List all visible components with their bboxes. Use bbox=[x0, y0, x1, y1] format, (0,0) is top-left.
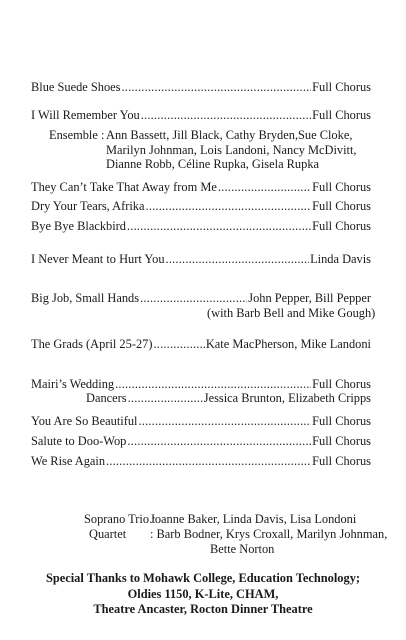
special-thanks bbox=[20, 571, 386, 618]
performer: Linda Davis bbox=[310, 252, 371, 266]
dot-leader bbox=[128, 391, 203, 406]
performer: Full Chorus bbox=[312, 377, 371, 391]
performer: Jessica Brunton, Elizabeth Cripps bbox=[203, 391, 371, 405]
performer: Full Chorus bbox=[312, 180, 371, 194]
dot-leader bbox=[141, 108, 311, 123]
program-entry bbox=[31, 291, 371, 306]
song-title: Salute to Doo-Wop bbox=[31, 434, 127, 448]
dot-leader bbox=[121, 80, 311, 95]
dot-leader bbox=[140, 291, 247, 306]
dot-leader bbox=[166, 252, 310, 267]
song-title: Big Job, Small Hands bbox=[31, 291, 140, 305]
performer: Full Chorus bbox=[312, 434, 371, 448]
program-entry bbox=[31, 199, 371, 214]
thanks-line: Oldies 1150, K-Lite, CHAM, bbox=[127, 586, 279, 601]
performer: John Pepper, Bill Pepper bbox=[248, 291, 371, 305]
performer: Full Chorus bbox=[312, 454, 371, 468]
song-title: They Can’t Take That Away from Me bbox=[31, 180, 217, 194]
ensemble-label: Ensemble : bbox=[49, 128, 105, 142]
ensemble-credits bbox=[49, 128, 357, 172]
program-entry bbox=[31, 454, 371, 469]
ensemble-line: Marilyn Johnman, Lois Landoni, Nancy McDivitt, bbox=[106, 142, 357, 157]
program-entry bbox=[31, 434, 371, 449]
dot-leader bbox=[127, 219, 311, 234]
program-entry bbox=[31, 108, 371, 123]
program-entry bbox=[31, 180, 371, 195]
song-title: The Grads (April 25-27) bbox=[31, 337, 153, 351]
program-entry bbox=[31, 80, 371, 95]
performer: Full Chorus bbox=[312, 80, 371, 94]
program-entry bbox=[31, 337, 371, 352]
song-title: I Will Remember You bbox=[31, 108, 140, 122]
song-title: Dry Your Tears, Afrika bbox=[31, 199, 145, 213]
dot-leader bbox=[146, 199, 312, 214]
song-title: We Rise Again bbox=[31, 454, 106, 468]
ensemble-line: Ann Bassett, Jill Black, Cathy Bryden,Sue Cloke, bbox=[106, 128, 353, 142]
dot-leader bbox=[153, 337, 204, 352]
program-entry bbox=[31, 219, 371, 234]
performer: Full Chorus bbox=[312, 108, 371, 122]
program-entry bbox=[31, 252, 371, 267]
quartet-names: : Barb Bodner, Krys Croxall, Marilyn Johnman, bbox=[150, 527, 388, 541]
dot-leader bbox=[218, 180, 311, 195]
thanks-line: Theatre Ancaster, Rocton Dinner Theatre bbox=[93, 602, 313, 616]
program-entry bbox=[86, 391, 371, 406]
performer: Full Chorus bbox=[312, 199, 371, 213]
song-title: Dancers bbox=[86, 391, 127, 405]
song-title: Blue Suede Shoes bbox=[31, 80, 121, 94]
performer: Kate MacPherson, Mike Landoni bbox=[205, 337, 371, 351]
quartet-names: Bette Norton bbox=[210, 542, 275, 556]
dot-leader bbox=[127, 434, 311, 449]
song-title: Mairi’s Wedding bbox=[31, 377, 115, 391]
dot-leader bbox=[115, 377, 311, 392]
thanks-line: Special Thanks to Mohawk College, Education Technology; bbox=[45, 571, 361, 585]
trio-quartet-credits bbox=[84, 512, 387, 557]
ensemble-line: Dianne Robb, Céline Rupka, Gisela Rupka bbox=[106, 157, 320, 171]
song-title: Bye Bye Blackbird bbox=[31, 219, 126, 233]
performer: Full Chorus bbox=[312, 219, 371, 233]
performer: Full Chorus bbox=[312, 414, 371, 428]
dot-leader bbox=[106, 454, 311, 469]
soprano-trio-names: Joanne Baker, Linda Davis, Lisa Londoni bbox=[150, 512, 357, 526]
quartet-label: Quartet bbox=[89, 527, 127, 541]
performer-note: (with Barb Bell and Mike Gough) bbox=[207, 306, 376, 320]
soprano-trio-label: Soprano Trio : bbox=[84, 512, 156, 526]
song-title: You Are So Beautiful bbox=[31, 414, 138, 428]
song-title: I Never Meant to Hurt You bbox=[31, 252, 165, 266]
program-entry bbox=[31, 377, 371, 392]
program-entry bbox=[31, 414, 371, 429]
dot-leader bbox=[138, 414, 311, 429]
